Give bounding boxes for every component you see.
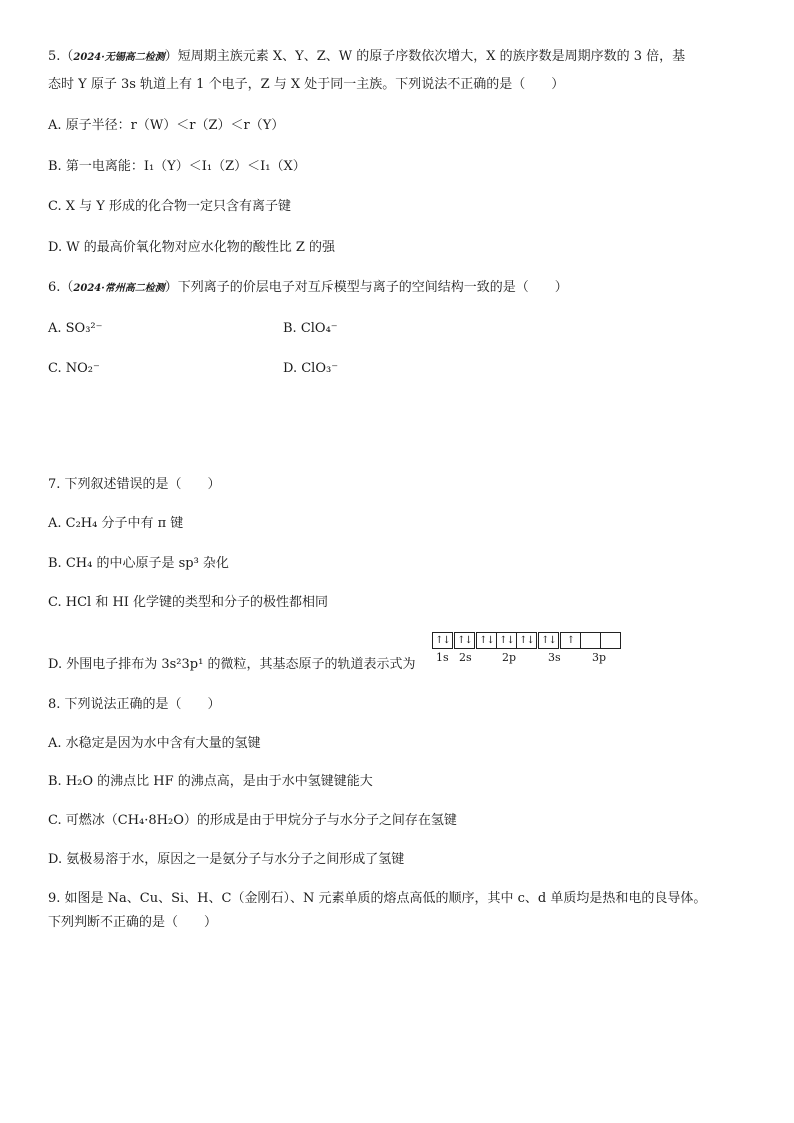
q5-stem-text: ）短周期主族元素 X、Y、Z、W 的原子序数依次增大，X 的族序数是周期序数的 3 倍，基 xyxy=(164,49,686,64)
q7-option-d: D. 外围电子排布为 3s²3p¹ 的微粒，其基态原子的轨道表示式为 xyxy=(48,657,416,672)
orbital-box-2s: ↑↓ xyxy=(454,632,475,649)
q6-stem xyxy=(48,279,568,298)
q7-option-a: A. C₂H₄ 分子中有 π 键 xyxy=(48,516,184,531)
q7-stem: 7. 下列叙述错误的是（ ） xyxy=(48,477,221,492)
orbital-box-2p-1: ↑↓ xyxy=(476,632,497,649)
orbital-box-1s: ↑↓ xyxy=(432,632,453,649)
q7-option-c: C. HCl 和 HI 化学键的类型和分子的极性都相同 xyxy=(48,595,329,610)
q6-source: 2024·常州高二检测 xyxy=(73,283,165,294)
q8-option-d: D. 氨极易溶于水，原因之一是氨分子与水分子之间形成了氢键 xyxy=(48,852,405,867)
q9-stem-line2: 下列判断不正确的是（ ） xyxy=(48,915,218,930)
q6-option-b: B. ClO₄⁻ xyxy=(283,321,338,336)
orbital-labels xyxy=(432,649,620,663)
q8-stem: 8. 下列说法正确的是（ ） xyxy=(48,697,221,712)
orbital-label-1s: 1s xyxy=(436,651,449,664)
orbital-box-3p-2 xyxy=(580,632,601,649)
q6-stem-text: ）下列离子的价层电子对互斥模型与离子的空间结构一致的是（ ） xyxy=(164,280,568,295)
orbital-diagram xyxy=(432,632,620,663)
q6-options-row2 xyxy=(48,360,339,378)
orbital-label-2s: 2s xyxy=(459,651,472,664)
q5-prefix: 5.（ xyxy=(48,49,74,64)
orbital-box-2p-3: ↑↓ xyxy=(516,632,537,649)
orbital-box-3p-3 xyxy=(600,632,621,649)
orbital-boxes xyxy=(432,632,620,649)
q5-option-a: A. 原子半径：r（W）＜r（Z）＜r（Y） xyxy=(48,118,285,133)
q5-stem-line1 xyxy=(48,48,685,67)
orbital-box-3p-1: ↑ xyxy=(560,632,581,649)
q5-option-c: C. X 与 Y 形成的化合物一定只含有离子键 xyxy=(48,199,291,214)
q6-option-d: D. ClO₃⁻ xyxy=(283,361,339,376)
q5-stem-line2: 态时 Y 原子 3s 轨道上有 1 个电子，Z 与 X 处于同一主族。下列说法不正确的是（ ） xyxy=(48,77,565,92)
orbital-label-3p: 3p xyxy=(592,651,607,664)
q5-option-b: B. 第一电离能：I₁（Y）＜I₁（Z）＜I₁（X） xyxy=(48,159,306,174)
orbital-box-3s: ↑↓ xyxy=(538,632,559,649)
q8-option-b: B. H₂O 的沸点比 HF 的沸点高，是由于水中氢键键能大 xyxy=(48,774,373,789)
orbital-label-2p: 2p xyxy=(502,651,517,664)
q7-option-b: B. CH₄ 的中心原子是 sp³ 杂化 xyxy=(48,556,229,571)
q6-options-row1 xyxy=(48,320,338,338)
q5-option-d: D. W 的最高价氧化物对应水化物的酸性比 Z 的强 xyxy=(48,240,336,255)
q8-option-c: C. 可燃冰（CH₄·8H₂O）的形成是由于甲烷分子与水分子之间存在氢键 xyxy=(48,813,457,828)
orbital-box-2p-2: ↑↓ xyxy=(496,632,517,649)
q9-stem-line1: 9. 如图是 Na、Cu、Si、H、C（金刚石）、N 元素单质的熔点高低的顺序，其中 c、d 单质均是热和电的良导体。 xyxy=(48,891,707,906)
q6-option-a: A. SO₃²⁻ xyxy=(48,321,103,336)
q6-prefix: 6.（ xyxy=(48,280,74,295)
q8-option-a: A. 水稳定是因为水中含有大量的氢键 xyxy=(48,736,261,751)
q6-option-c: C. NO₂⁻ xyxy=(48,361,100,376)
orbital-label-3s: 3s xyxy=(548,651,561,664)
q5-source: 2024·无锡高二检测 xyxy=(73,52,165,63)
